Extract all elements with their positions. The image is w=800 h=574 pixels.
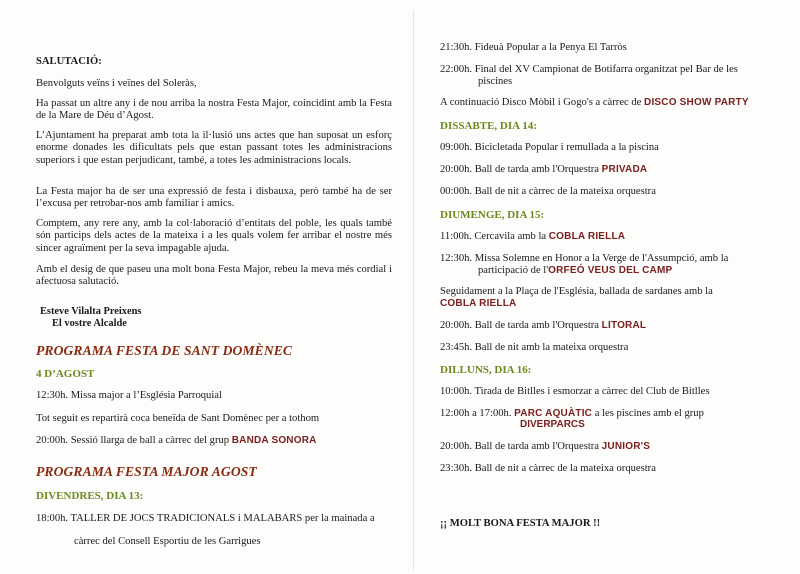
event-highlight: ORFEÓ VEUS DEL CAMP: [548, 265, 673, 276]
event-ball-tarda-15: [440, 320, 646, 332]
event-text: 20:00h. Ball de tarda amb l'Orquestra: [440, 441, 602, 452]
letter-paragraph-2: L’Ajuntament ha preparat amb tota la il·lusió uns actes que han suposat un esforç enorme donades les dificultats pels que estan passant totes les administracions superiors i que estan perjudicant, també, a totes les administracions locals.: [36, 130, 392, 166]
signature-title: El vostre Alcalde: [52, 318, 127, 329]
event-highlight: COBLA RIELLA: [440, 298, 517, 309]
event-sardanes: Seguidament a la Plaça de l'Església, ballada de sardanes amb la: [440, 286, 713, 297]
event-bitlles: 10:00h. Tirada de Bitlles i esmorzar a càrrec del Club de Bitlles: [440, 386, 710, 397]
sant-domenec-title: PROGRAMA FESTA DE SANT DOMÈNEC: [36, 343, 293, 358]
letter-paragraph-4: Comptem, any rere any, amb la col·laboració d’entitats del poble, les quals també són particips dels actes de la mateixa i a les quals volem fer arribar el nostre més sincer agraïment per la seva impagable ajuda.: [36, 218, 392, 254]
signature-name: Esteve Vilalta Preixens: [40, 306, 142, 317]
event-ball-nit-15: 23:45h. Ball de nit amb la mateixa orquestra: [440, 342, 629, 353]
event-missa-solemne: 12:30h. Missa Solemne en Honor a la Verge de l'Assumpció, amb la: [440, 253, 729, 264]
event-highlight: PRIVADA: [601, 164, 648, 175]
event-ball-nit-14: 00:00h. Ball de nit a càrrec de la mateixa orquestra: [440, 186, 656, 197]
letter-paragraph-1: Ha passat un altre any i de nou arriba la nostra Festa Major, coincidint amb la Festa de la Mare de Déu d’Agost.: [36, 98, 392, 122]
event-text: participació de l': [478, 265, 549, 276]
event-text: A continuació Disco Mòbil i Gogo's a càrrec de: [440, 97, 645, 108]
day-dissabte: DISSABTE, DIA 14:: [440, 120, 537, 132]
closing-message: ¡¡ MOLT BONA FESTA MAJOR !!: [440, 518, 601, 529]
letter-greeting: Benvolguts veïns i veïnes del Soleràs,: [36, 78, 197, 89]
festa-major-title: PROGRAMA FESTA MAJOR AGOST: [36, 464, 257, 479]
event-highlight: DISCO SHOW PARTY: [644, 97, 749, 108]
event-missa-solemne-cont: [440, 265, 672, 277]
event-missa-major: 12:30h. Missa major a l’Església Parroquial: [36, 390, 222, 401]
event-botifarra: 22:00h. Final del XV Campionat de Botifarra organitzat pel Bar de les: [440, 64, 738, 75]
event-highlight: DIVERPARCS: [520, 419, 585, 430]
event-highlight: BANDA SONORA: [231, 435, 317, 446]
event-disco: [440, 97, 749, 109]
letter-heading: SALUTACIÓ:: [36, 56, 102, 67]
day-dilluns: DILLUNS, DIA 16:: [440, 364, 532, 376]
event-ball-llarg: [36, 435, 317, 447]
sant-domenec-date: 4 D’AGOST: [36, 368, 95, 380]
event-highlight: PARC AQUÀTIC: [514, 408, 593, 419]
event-text: 12:00h a 17:00h.: [440, 408, 515, 419]
event-coca-beneida: Tot seguit es repartirà coca beneïda de Sant Domènec per a tothom: [36, 413, 320, 424]
event-parc-aquatic-cont: [520, 419, 585, 431]
fold-line: [413, 10, 414, 570]
event-text: 11:00h. Cercavila amb la: [440, 231, 549, 242]
event-ball-nit-16: 23:30h. Ball de nit a càrrec de la mateixa orquestra: [440, 463, 656, 474]
event-highlight: COBLA RIELLA: [548, 231, 626, 242]
day-divendres: DIVENDRES, DIA 13:: [36, 490, 144, 502]
letter-paragraph-3: La Festa major ha de ser una expressió de festa i disbauxa, però també ha de ser l’excusa per retrobar-nos amb familiar i amics.: [36, 186, 392, 210]
event-taller-jocs: 18:00h. TALLER DE JOCS TRADICIONALS i MALABARS per la mainada a: [36, 513, 375, 524]
event-text-rest: a les piscines amb el grup: [592, 408, 704, 419]
event-text: 20:00h. Sessió llarga de ball a càrrec del grup: [36, 435, 232, 446]
letter-paragraph-5: Amb el desig de que paseu una molt bona Festa Major, rebeu la meva més cordial i afectuosa salutació.: [36, 264, 392, 288]
event-text: 20:00h. Ball de tarda amb l'Orquestra: [440, 320, 602, 331]
event-botifarra-cont: piscines: [478, 76, 513, 87]
event-sardanes-cont: [440, 298, 516, 310]
event-bicicletada: 09:00h. Bicicletada Popular i remullada a la piscina: [440, 142, 659, 153]
event-ball-tarda-16: [440, 441, 650, 453]
event-text: 20:00h. Ball de tarda amb l'Orquestra: [440, 164, 602, 175]
event-cercavila: [440, 231, 625, 243]
event-fideua: 21:30h. Fideuà Popular a la Penya El Tarròs: [440, 42, 627, 53]
event-ball-tarda-14: [440, 164, 647, 176]
day-diumenge: DIUMENGE, DIA 15:: [440, 209, 545, 221]
event-highlight: JUNIOR'S: [601, 441, 651, 452]
event-highlight: LITORAL: [601, 320, 647, 331]
event-taller-jocs-cont: càrrec del Consell Esportiu de les Garrigues: [74, 536, 261, 547]
